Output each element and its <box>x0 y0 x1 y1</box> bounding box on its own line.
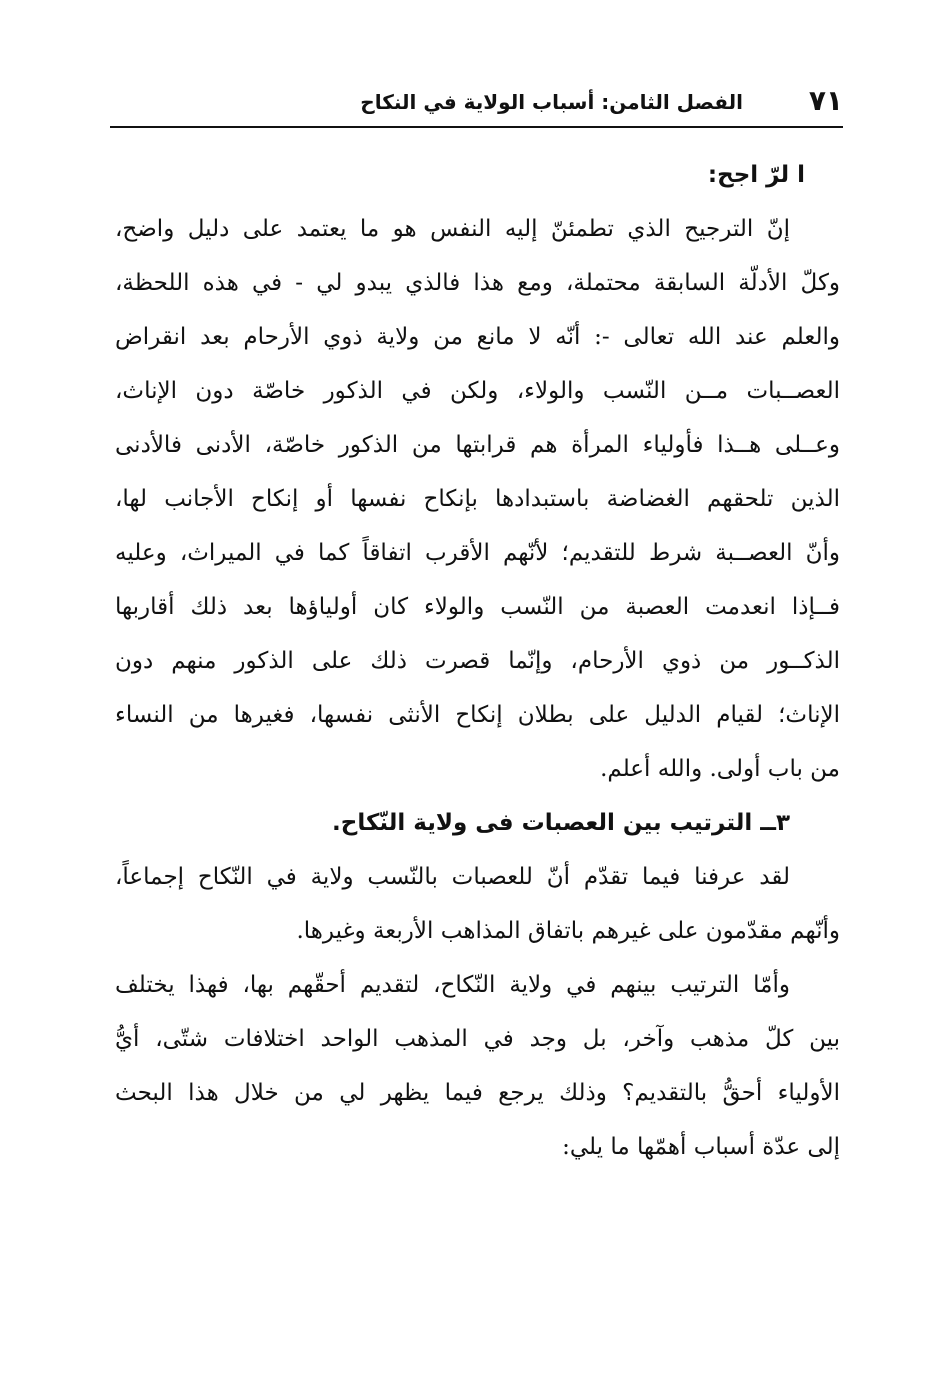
body-text <box>115 148 840 1174</box>
section-label-preferred-view: ا لرّ اجح: <box>707 162 805 188</box>
paragraph-line: الأولياء أحقُّ بالتقديم؟ وذلك يرجع فيما يظهر لي من خلال هذا البحث <box>115 1080 840 1106</box>
paragraph-line: الذكــور من ذوي الأرحام، وإنّما قصرت ذلك على الذكور منهم دون <box>115 648 840 674</box>
paragraph-line: إنّ الترجيح الذي تطمئنّ إليه النفس هو ما يعتمد على دليل واضح، <box>115 216 790 242</box>
paragraph-line: الذين تلحقهم الغضاضة باستبدادها بإنكاح نفسها أو إنكاح الأجانب لها، <box>115 486 840 512</box>
paragraph-line: لقد عرفنا فيما تقدّم أنّ للعصبات بالنّسب ولاية في النّكاح إجماعاً، <box>115 864 790 890</box>
page-number: ٧١ <box>808 84 843 117</box>
paragraph-line: وأنّ العصــبة شرط للتقديم؛ لأنّهم الأقرب اتفاقاً كما في الميراث، وعليه <box>115 540 840 566</box>
paragraph-line: بين كلّ مذهب وآخر، بل وجد في المذهب الواحد اختلافات شتّى، أيُّ <box>115 1026 840 1052</box>
section-3-heading: ٣ــ الترتيب بين العصبات فى ولاية النّكاح. <box>332 810 790 836</box>
paragraph-line: وأنّهم مقدّمون على غيرهم باتفاق المذاهب الأربعة وغيرها. <box>296 918 840 944</box>
paragraph-line: إلى عدّة أسباب أهمّها ما يلي: <box>562 1134 840 1160</box>
paragraph-line: فــإذا انعدمت العصبة من النّسب والولاء كان أولياؤها بعد ذلك أقاربها <box>115 594 840 620</box>
paragraph-ordering-details <box>115 958 840 1174</box>
page-header <box>110 82 843 124</box>
running-title: الفصل الثامن: أسباب الولاية في النكاح <box>360 90 743 114</box>
paragraph-line: وأمّا الترتيب بينهم في ولاية النّكاح، لتقديم أحقّهم بها، فهذا يختلف <box>115 972 790 998</box>
paragraph-ordering-intro <box>115 850 840 958</box>
paragraph-line: وكلّ الأدلّة السابقة محتملة، ومع هذا فالذي يبدو لي - في هذه اللحظة، <box>115 270 840 296</box>
paragraph-line: والعلم عند الله تعالى -: أنّه لا مانع من ولاية ذوي الأرحام بعد انقراض <box>115 324 840 350</box>
paragraph-line: من باب أولى. والله أعلم. <box>600 756 840 782</box>
paragraph-line: العصــبات مــن النّسب والولاء، ولكن في الذكور خاصّة دون الإناث، <box>115 378 840 404</box>
paragraph-line: وعــلى هــذا فأولياء المرأة هم قرابتها من الذكور خاصّة، الأدنى فالأدنى <box>115 432 840 458</box>
paragraph-preferred-view <box>115 202 840 796</box>
paragraph-line: الإناث؛ لقيام الدليل على بطلان إنكاح الأنثى نفسها، فغيرها من النساء <box>115 702 840 728</box>
header-divider <box>110 126 843 128</box>
